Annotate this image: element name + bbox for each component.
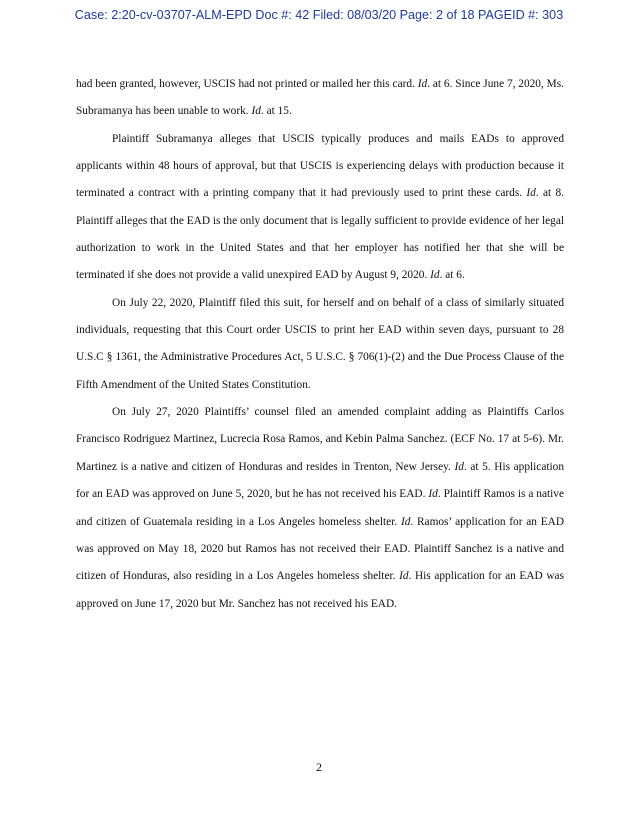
paragraph <box>76 399 564 618</box>
paragraph <box>76 290 564 399</box>
citation-id: Id <box>526 187 536 200</box>
paragraph-text: . at 15. <box>260 105 292 118</box>
paragraph-text: On July 22, 2020, Plaintiff filed this suit, for herself and on behalf of a class of similarly situated individuals, requesting that this Court order USCIS to print her EAD within seven days, pursuant to 28 U.S.C § 1361, the Administrative Procedures Act, 5 U.S.C. § 706(1)-(2) and the Due Process Clause of the Fifth Amendment of the United States Constitution. <box>76 296 564 391</box>
paragraph-text: . at 8. Plaintiff alleges that the EAD is the only document that is legally sufficient to provide evidence of her legal authorization to work in the United States and that her employer has notified her that she will be terminated if she does not provide a valid unexpired EAD by August 9, 2020. <box>76 187 564 282</box>
paragraph-text: . His application for an EAD was approved on June 17, 2020 but Mr. Sanchez has not received his EAD. <box>76 570 564 610</box>
paragraph-text: . at 5. His application for an EAD was approved on June 5, 2020, but he has not received his EAD. <box>76 460 565 501</box>
citation-id: Id <box>400 515 411 528</box>
paragraph-text: . Ramos’ application for an EAD was approved on May 18, 2020 but Ramos has not received their EAD. Plaintiff Sanchez is a native and citizen of Honduras, also residing in a Los Angeles homeless shelter. <box>76 515 565 583</box>
paragraph <box>76 71 564 126</box>
citation-id: Id <box>251 105 261 118</box>
citation-id: Id <box>399 570 409 583</box>
paragraph <box>76 126 564 290</box>
paragraph-text: . at 6. Since June 7, 2020, Ms. Subramanya has been unable to work. <box>76 78 564 118</box>
citation-id: Id <box>430 269 440 282</box>
page-number: 2 <box>316 760 322 774</box>
citation-id: Id <box>428 488 438 501</box>
paragraph-text: . at 6. <box>439 269 465 282</box>
citation-id: Id <box>454 460 464 473</box>
paragraph-text: had been granted, however, USCIS had not printed or mailed her this card. <box>76 78 418 90</box>
paragraph-text: On July 27, 2020 Plaintiffs’ counsel filed an amended complaint adding as Plaintiffs Carlos Francisco Rodriguez Martinez, Lucrecia Rosa Ramos, and Kebin Palma Sanchez. (ECF No. 17 at 5-6). Mr. Martinez is a native and citizen of Honduras and resides in Trenton, New Jersey. <box>76 406 564 473</box>
document-body <box>76 71 564 618</box>
paragraph-text: Plaintiff Subramanya alleges that USCIS typically produces and mails EADs to approved applicants within 48 hours of approval, but that USCIS is experiencing delays with production because it terminated a contract with a printing company that it had previously used to print these cards. <box>76 132 564 200</box>
citation-id: Id <box>417 78 428 90</box>
paragraph-text: . Plaintiff Ramos is a native and citizen of Guatemala residing in a Los Angeles homeless shelter. <box>76 488 564 528</box>
case-header-stamp: Case: 2:20-cv-03707-ALM-EPD Doc #: 42 Filed: 08/03/20 Page: 2 of 18 PAGEID #: 303 <box>74 8 564 22</box>
